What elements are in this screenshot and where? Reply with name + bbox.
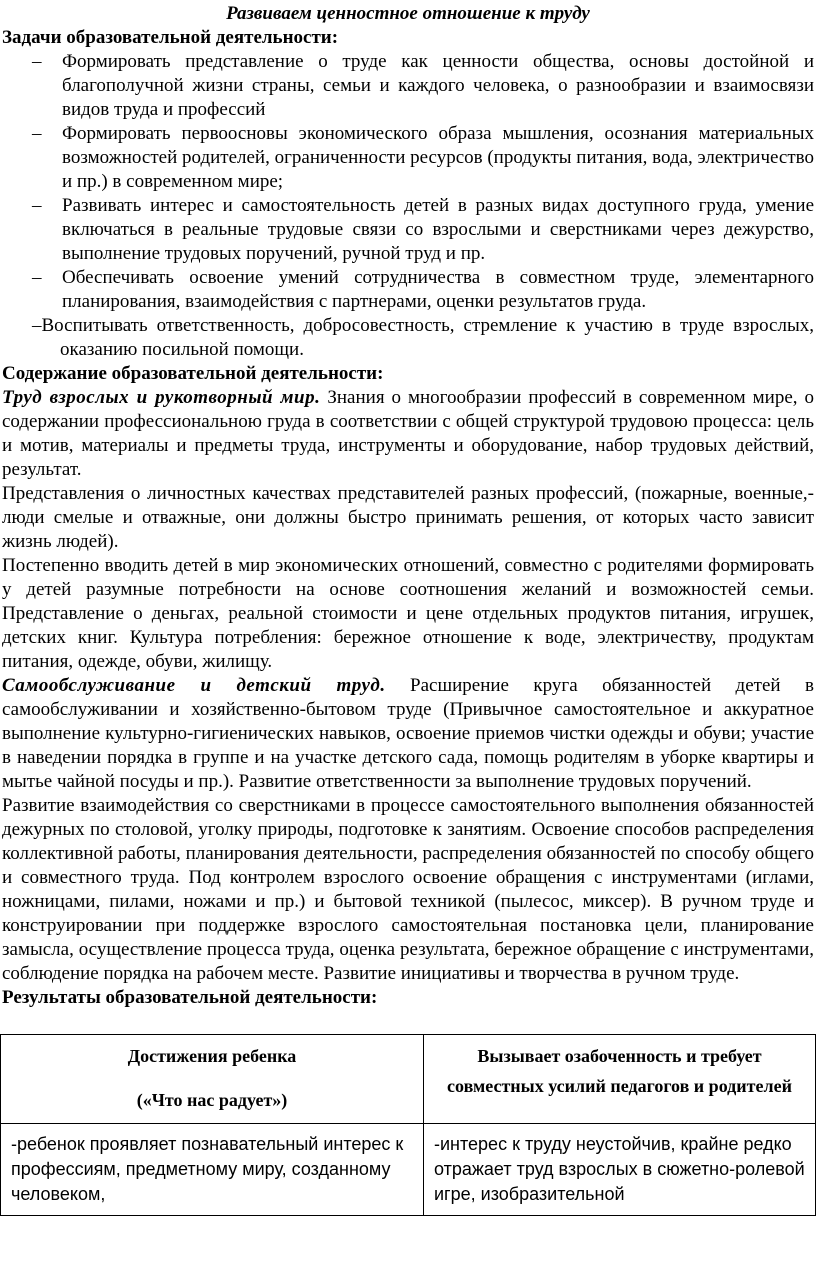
table-cell: -интерес к труду неустойчив, крайне редко отражает труд взрослых в сюжетно-ролевой игре, изобразительной — [424, 1124, 816, 1216]
column-subtitle: («Что нас радует») — [136, 1090, 288, 1110]
paragraph-lead: Труд взрослых и рукотворный мир. — [2, 387, 321, 408]
list-item-text: Обеспечивать освоение умений сотрудничества в совместном труде, элементарного планирования, взаимодействия с партнерами, оценки результатов груда. — [62, 267, 814, 312]
list-item — [2, 266, 814, 314]
table-header-cell — [1, 1035, 424, 1124]
paragraph-text: Знания о многообразии профессий в современном мире, о содержании профессиональною груда в соответствии с общей структурой трудовою процесса: цель и мотив, материалы и предметы труда, инструменты и оборудование, набор трудовых действий, результат. — [2, 387, 815, 480]
results-table — [0, 1034, 816, 1216]
tasks-heading: Задачи образовательной деятельности: — [2, 27, 339, 48]
content-paragraph — [2, 386, 814, 482]
table-row — [1, 1124, 816, 1216]
list-item — [2, 50, 814, 122]
list-item-text: Формировать первоосновы экономического образа мышления, осознания материальных возможностей родителей, ограниченности ресурсов (продукты питания, вода, электричество и пр.) в современном мире; — [62, 123, 814, 192]
content-paragraph — [2, 674, 814, 794]
list-item-text: Формировать представление о труде как ценности общества, основы достойной и благополучной жизни страны, семьи и каждого человека, о разнообразии и взаимосвязи видов труда и профессий — [62, 51, 814, 120]
content-heading: Содержание образовательной деятельности: — [2, 363, 384, 384]
list-item — [2, 194, 814, 266]
page-title: Развиваем ценностное отношение к труду — [226, 3, 590, 24]
content-paragraph: Развитие взаимодействия со сверстниками в процессе самостоятельного выполнения обязанностей дежурных по столовой, уголку природы, подготовке к занятиям. Освоение способов распределения коллективной работы, планирования деятельности, распределения обязанностей по способу общего и совместного труда. Под контролем взрослого освоение обращения с инструментами (иглами, ножницами, пилами, ножами и пр.) и бытовой техникой (пылесос, миксер). В ручном труде и конструировании при поддержке взрослого самостоятельная постановка цели, планирование замысла, осуществление процесса труда, оценка результата, бережное обращение с инструментами, соблюдение порядка на рабочем месте. Развитие инициативы и творчества в ручном труде. — [2, 795, 814, 984]
table-cell: -ребенок проявляет познавательный интерес к профессиям, предметному миру, созданному человеком, — [1, 1124, 424, 1216]
dash-marker: – — [32, 123, 42, 144]
table-header-cell — [424, 1035, 816, 1124]
list-item-text: Развивать интерес и самостоятельность детей в разных видах доступного груда, умение включаться в реальные трудовые связи со взрослыми и сверстниками через дежурство, выполнение трудовых поручений, ручной труд и пр. — [62, 195, 814, 264]
dash-marker: – — [32, 195, 42, 216]
dash-marker: – — [32, 267, 42, 288]
column-title: Вызывает озабоченность и требует совместных усилий педагогов и родителей — [447, 1046, 792, 1096]
content-paragraph: Представления о личностных качествах представителей разных профессий, (пожарные, военные,- люди смелые и отважные, они должны быстро принимать решения, от которых часто зависит жизнь людей). — [2, 483, 814, 552]
table-header-row — [1, 1035, 816, 1124]
content-paragraph: Постепенно вводить детей в мир экономических отношений, совместно с родителями формировать у детей разумные потребности на основе соотношения желаний и возможностей семьи. Представление о деньгах, реальной стоимости и цене отдельных продуктов питания, игрушек, детских книг. Культура потребления: бережное отношение к воде, электричеству, продуктам питания, одежде, обуви, жилищу. — [2, 555, 814, 672]
results-heading: Результаты образовательной деятельности: — [2, 987, 378, 1008]
list-item — [2, 122, 814, 194]
tasks-list — [2, 50, 814, 314]
column-title: Достижения ребенка — [127, 1046, 297, 1066]
dash-marker: – — [32, 51, 42, 72]
paragraph-lead: Самообслуживание и детский труд. — [2, 675, 386, 696]
list-item-last: –Воспитывать ответственность, добросовестность, стремление к участию в труде взрослых, оказанию посильной помощи. — [32, 315, 814, 360]
paragraph-text: Расширение круга обязанностей детей в самообслуживании и хозяйственно-бытовом труде (Привычное самостоятельное и аккуратное выполнение культурно-гигиенических навыков, освоение приемов чистки одежды и обуви; участие в наведении порядка в группе и на участке детского сада, помощь родителям в уборке квартиры и мытье чайной посуды и пр.). Развитие ответственности за выполнение трудовых поручений. — [2, 675, 814, 792]
